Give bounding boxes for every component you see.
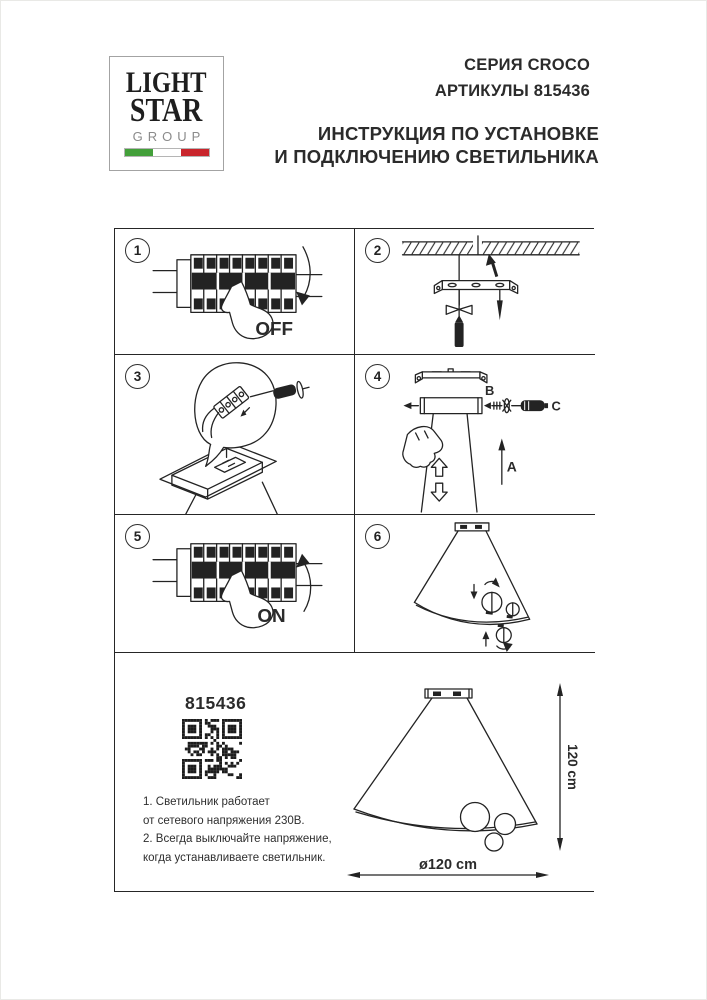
direction-a-arrow-icon (498, 438, 505, 484)
step-1-panel (115, 229, 355, 355)
rotate-on-arrow-icon (296, 554, 311, 612)
glass-ball-icon (482, 592, 502, 612)
insert-down-arrow-icon (471, 584, 478, 599)
step-2-number: 2 (365, 238, 390, 263)
step-6-panel (355, 515, 595, 653)
rotate-arrow-icon (497, 642, 513, 652)
steps-grid (114, 228, 594, 892)
insert-up-arrow-icon (482, 631, 489, 646)
article-line: АРТИКУЛЫ 815436 (434, 82, 590, 100)
step-5-number: 5 (125, 524, 150, 549)
logo-word-light: LIGHT (126, 66, 207, 99)
canopy-icon (425, 689, 472, 698)
step-3-panel (115, 355, 355, 515)
mounting-bracket-icon (415, 369, 487, 383)
note-line: когда устанавливаете светильник. (143, 851, 326, 864)
screw-up-icon (486, 254, 497, 277)
series-block (435, 52, 590, 104)
step-5-panel (115, 515, 355, 653)
height-dimension-line (557, 683, 563, 851)
off-label: OFF (255, 318, 293, 340)
article-number: 815436 (185, 693, 247, 713)
note-line: 2. Всегда выключайте напряжение, (143, 833, 332, 845)
glass-ball-small (485, 833, 503, 851)
wing-anchor-icon (446, 290, 472, 319)
title-line-1: ИНСТРУКЦИЯ ПО УСТАНОВКЕ (317, 123, 599, 144)
glass-ball-large (461, 803, 490, 832)
step-1-number: 1 (125, 238, 150, 263)
step-2-illustration (355, 229, 595, 354)
canopy-icon (455, 523, 489, 531)
footer-panel (115, 653, 595, 891)
note-line: 1. Светильник работает (143, 796, 270, 808)
step-4-illustration (355, 355, 595, 514)
glass-ball-medium (495, 814, 516, 835)
flag-white (153, 149, 181, 156)
step-2-panel (355, 229, 595, 355)
series-name: СЕРИЯ CROCO (464, 56, 590, 74)
step-3-illustration (115, 355, 354, 514)
slide-left-arrow-icon (403, 402, 418, 409)
flag-green (125, 149, 153, 156)
on-label: ON (257, 605, 286, 627)
step-5-illustration (115, 515, 354, 652)
rotate-arrow-icon (485, 578, 500, 588)
step-4-number: 4 (365, 364, 390, 389)
height-dimension-label: 120 cm (565, 744, 580, 790)
wall-plug-icon (455, 315, 464, 347)
label-b: B (484, 382, 495, 398)
canopy-icon (420, 398, 482, 414)
logo-word-group: GROUP (132, 129, 206, 144)
step-1-illustration (115, 229, 354, 354)
lightstar-logo (109, 56, 224, 171)
hollow-down-arrow-icon (431, 483, 447, 501)
step-6-illustration (355, 515, 595, 652)
logo-word-star: STAR (130, 92, 203, 129)
document-title (274, 122, 599, 168)
label-a: A (506, 458, 517, 475)
note-line: от сетевого напряжения 230В. (143, 814, 305, 827)
step-3-number: 3 (125, 364, 150, 389)
screwdriver-icon (512, 400, 548, 411)
label-c: C (551, 398, 561, 414)
small-ball-icon (506, 603, 519, 616)
title-line-2: И ПОДКЛЮЧЕНИЮ СВЕТИЛЬНИКА (274, 146, 599, 167)
step-4-panel (355, 355, 595, 515)
diameter-dimension-label: ø120 cm (418, 857, 478, 873)
hanging-screw-icon (497, 290, 503, 321)
screw-icon (484, 399, 511, 413)
flag-red (181, 149, 209, 156)
ceiling-icon (403, 236, 580, 255)
fixture-dimension-drawing (115, 653, 595, 891)
suspension-wires (354, 698, 537, 824)
step-6-number: 6 (365, 524, 390, 549)
lower-ball-icon (496, 628, 511, 643)
mounting-bracket-icon (434, 281, 517, 294)
italian-flag-bar (124, 148, 210, 157)
